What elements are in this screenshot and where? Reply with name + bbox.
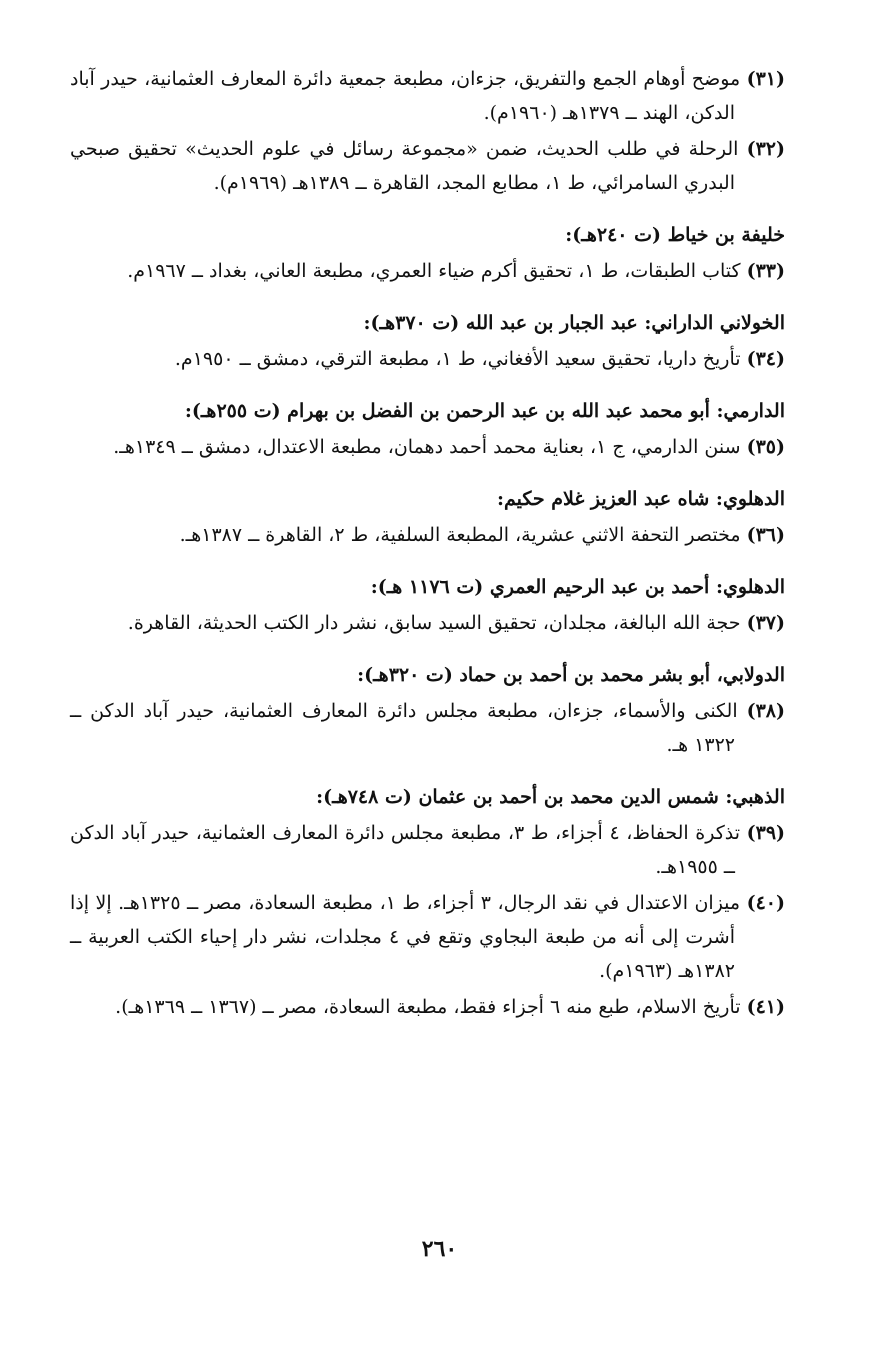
bibliography-entry-31 bbox=[70, 62, 785, 130]
entry-text: سنن الدارمي، ج ١، بعناية محمد أحمد دهمان، مطبعة الاعتدال، دمشق ــ ١٣٤٩هـ. bbox=[113, 436, 741, 458]
entry-number: (٣٢) bbox=[746, 138, 785, 160]
entry-text: كتاب الطبقات، ط ١، تحقيق أكرم ضياء العمري، مطبعة العاني، بغداد ــ ١٩٦٧م. bbox=[127, 260, 741, 282]
bibliography-entry-36 bbox=[70, 518, 785, 552]
author-heading: الدهلوي: أحمد بن عبد الرحيم العمري (ت ١١٧٦ هـ): bbox=[370, 576, 785, 598]
bibliography-entry-35 bbox=[70, 430, 785, 464]
page-number: ٢٦٠ bbox=[421, 1236, 458, 1262]
author-heading: الدهلوي: شاه عبد العزيز غلام حكيم: bbox=[497, 488, 785, 510]
entry-number: (٣٤) bbox=[746, 348, 785, 370]
entry-number: (٣٦) bbox=[746, 524, 785, 546]
bibliography-page bbox=[70, 62, 785, 1026]
bibliography-entry-32 bbox=[70, 132, 785, 200]
bibliography-entry-38 bbox=[70, 694, 785, 762]
bibliography-entry-33 bbox=[70, 254, 785, 288]
author-heading: خليفة بن خياط (ت ٢٤٠هـ): bbox=[565, 224, 785, 246]
entry-text: الرحلة في طلب الحديث، ضمن «مجموعة رسائل في علوم الحديث» تحقيق صبحي البدري السامرائي، ط ١، مطابع المجد، القاهرة ــ ١٣٨٩هـ (١٩٦٩م). bbox=[70, 138, 739, 194]
bibliography-entry-40 bbox=[70, 886, 785, 988]
entry-number: (٣٥) bbox=[746, 436, 785, 458]
bibliography-entry-39 bbox=[70, 816, 785, 884]
entry-text: موضح أوهام الجمع والتفريق، جزءان، مطبعة جمعية دائرة المعارف العثمانية، حيدر آباد الدكن، الهند ــ ١٣٧٩هـ (١٩٦٠م). bbox=[70, 68, 741, 124]
entry-number: (٣٧) bbox=[746, 612, 785, 634]
entry-number: (٤١) bbox=[746, 996, 785, 1018]
bibliography-entry-41 bbox=[70, 990, 785, 1024]
entry-number: (٣٨) bbox=[746, 700, 786, 722]
entry-text: ميزان الاعتدال في نقد الرجال، ٣ أجزاء، ط ١، مطبعة السعادة، مصر ــ ١٣٢٥هـ. إلا إذا أشرت إلى أنه من طبعة البجاوي وتقع في ٤ مجلدات، نشر دار إحياء الكتب العربية ــ ١٣٨٢هـ (١٩٦٣م). bbox=[70, 892, 741, 982]
author-heading: الدولابي، أبو بشر محمد بن أحمد بن حماد (ت ٣٢٠هـ): bbox=[357, 664, 785, 686]
entry-text: تأريخ داريا، تحقيق سعيد الأفغاني، ط ١، مطبعة الترقي، دمشق ــ ١٩٥٠م. bbox=[174, 348, 741, 370]
entry-text: حجة الله البالغة، مجلدان، تحقيق السيد سابق، نشر دار الكتب الحديثة، القاهرة. bbox=[127, 612, 741, 634]
author-heading: الخولاني الداراني: عبد الجبار بن عبد الله (ت ٣٧٠هـ): bbox=[363, 312, 785, 334]
entry-text: الكنى والأسماء، جزءان، مطبعة مجلس دائرة المعارف العثمانية، حيدر آباد الدكن ــ ١٣٢٢ هـ. bbox=[70, 700, 738, 756]
author-heading: الذهبي: شمس الدين محمد بن أحمد بن عثمان (ت ٧٤٨هـ): bbox=[316, 786, 785, 808]
entry-text: مختصر التحفة الاثني عشرية، المطبعة السلفية، ط ٢، القاهرة ــ ١٣٨٧هـ. bbox=[179, 524, 741, 546]
entry-number: (٣٣) bbox=[746, 260, 785, 282]
entry-text: تأريخ الاسلام، طبع منه ٦ أجزاء فقط، مطبعة السعادة، مصر ــ (١٣٦٧ ــ ١٣٦٩هـ). bbox=[115, 996, 741, 1018]
entry-number: (٣٩) bbox=[746, 822, 786, 844]
bibliography-entry-37 bbox=[70, 606, 785, 640]
entry-number: (٤٠) bbox=[746, 892, 785, 914]
entry-text: تذكرة الحفاظ، ٤ أجزاء، ط ٣، مطبعة مجلس دائرة المعارف العثمانية، حيدر آباد الدكن ــ ١٩٥٥هـ. bbox=[70, 822, 741, 878]
author-heading: الدارمي: أبو محمد عبد الله بن عبد الرحمن بن الفضل بن بهرام (ت ٢٥٥هـ): bbox=[184, 400, 785, 422]
bibliography-entry-34 bbox=[70, 342, 785, 376]
entry-number: (٣١) bbox=[746, 68, 785, 90]
